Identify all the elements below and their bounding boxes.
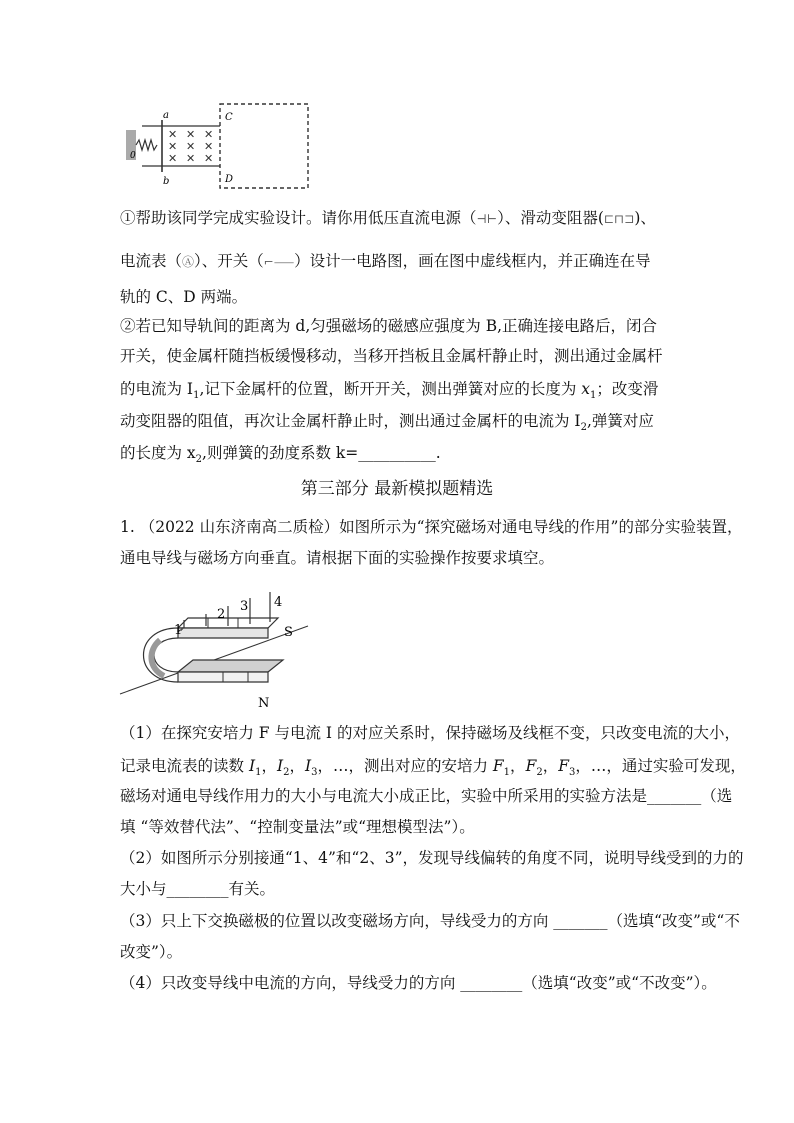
ammeter-symbol: Ⓐ <box>182 255 195 269</box>
switch-symbol: ⌐⸺ <box>263 255 295 269</box>
field-crosses <box>168 128 213 165</box>
q-part2-line3: 的电流为 $I_1$,记下金属杆的位置，断开开关，测出弹簧对应的长度为 $x_1$；改变滑 <box>120 380 659 402</box>
label-d: D <box>225 174 234 185</box>
q-part2-line1: ②若已知导轨间的距离为 d,匀强磁场的磁感应强度为 B,正确连接电路后，闭合 <box>120 317 658 335</box>
svg-text:✕: ✕ <box>168 152 178 165</box>
rail-field-figure <box>124 100 314 192</box>
wire-label-2: 2 <box>217 607 226 622</box>
q-part1-line2: 电流表（Ⓐ）、开关（⌐⸺）设计一电路图，画在图中虚线框内，并正确连在导 <box>120 252 651 270</box>
label-o: 0 <box>130 151 136 161</box>
sub2-line2: 大小与________有关。 <box>120 880 276 898</box>
dashed-box <box>220 104 308 188</box>
q-part1-line1: ①帮助该同学完成实验设计。请你用低压直流电源（⊣⊢）、滑动变阻器(⊏⊓⊐)、 <box>120 209 656 227</box>
spring <box>136 140 157 150</box>
svg-text:✕: ✕ <box>168 128 178 141</box>
svg-text:✕: ✕ <box>204 128 214 141</box>
rheostat-symbol: ⊏⊓⊐ <box>603 212 635 226</box>
wire-label-3: 3 <box>240 599 249 614</box>
sub1-line1: （1）在探究安培力 F 与电流 I 的对应关系时，保持磁场及线框不变，只改变电流的大小， <box>120 724 740 742</box>
svg-text:✕: ✕ <box>204 152 214 165</box>
sub4-line1: （4）只改变导线中电流的方向，导线受力的方向 ________（选填“改变”或“不改变”）。 <box>120 974 717 992</box>
sub3-line2: 改变”）。 <box>120 943 183 961</box>
svg-text:✕: ✕ <box>204 140 214 153</box>
svg-text:✕: ✕ <box>186 128 196 141</box>
q-part2-line4: 动变阻器的阻值，再次让金属杆静止时，测出通过金属杆的电流为 $I_2$,弹簧对应 <box>120 412 654 434</box>
wire-label-4: 4 <box>274 595 283 610</box>
svg-text:✕: ✕ <box>186 152 196 165</box>
q-part1-line3: 轨的 C、D 两端。 <box>120 288 248 306</box>
label-c: C <box>225 112 233 123</box>
q1-line1: 1. （2022 山东济南高二质检）如图所示为“探究磁场对通电导线的作用”的部分实验装置， <box>120 518 743 536</box>
label-a: a <box>163 110 169 121</box>
q1-line2: 通电导线与磁场方向垂直。请根据下面的实验操作按要求填空。 <box>120 549 555 567</box>
magnet-wire-figure <box>118 590 318 712</box>
sub1-line3: 磁场对通电导线作用力的大小与电流大小成正比，实验中所采用的实验方法是_______（选 <box>120 787 733 805</box>
pole-n-label: N <box>258 696 270 711</box>
magnet-bottom-face <box>178 660 283 672</box>
wire-label-1: 1 <box>174 623 183 638</box>
sub2-line1: （2）如图所示分别接通“1、4”和“2、3”，发现导线偏转的角度不同，说明导线受到的力的 <box>120 849 744 867</box>
dc-power-symbol: ⊣⊢ <box>476 212 498 226</box>
sub3-line1: （3）只上下交换磁极的位置以改变磁场方向，导线受力的方向 _______（选填“改变”或“不 <box>120 912 740 930</box>
q-part2-line2: 开关，使金属杆随挡板缓慢移动，当移开挡板且金属杆静止时，测出通过金属杆 <box>120 347 663 365</box>
magnet-top-side <box>178 628 268 638</box>
q-part2-line5: 的长度为 $x_2$,则弹簧的劲度系数 k=__________. <box>120 444 441 466</box>
section-title: 第三部分 最新模拟题精选 <box>300 479 494 499</box>
sub1-line2: 记录电流表的读数 $I_1$，$I_2$，$I_3$，…，测出对应的安培力 $F_1$，$F_2$，$F_3$，…，通过实验可发现， <box>120 757 746 779</box>
sub1-line4: 填 “等效替代法”、“控制变量法”或“理想模型法”）。 <box>120 818 475 836</box>
pole-s-label: S <box>284 625 293 640</box>
svg-text:✕: ✕ <box>168 140 178 153</box>
label-b: b <box>163 176 170 187</box>
svg-text:✕: ✕ <box>186 140 196 153</box>
